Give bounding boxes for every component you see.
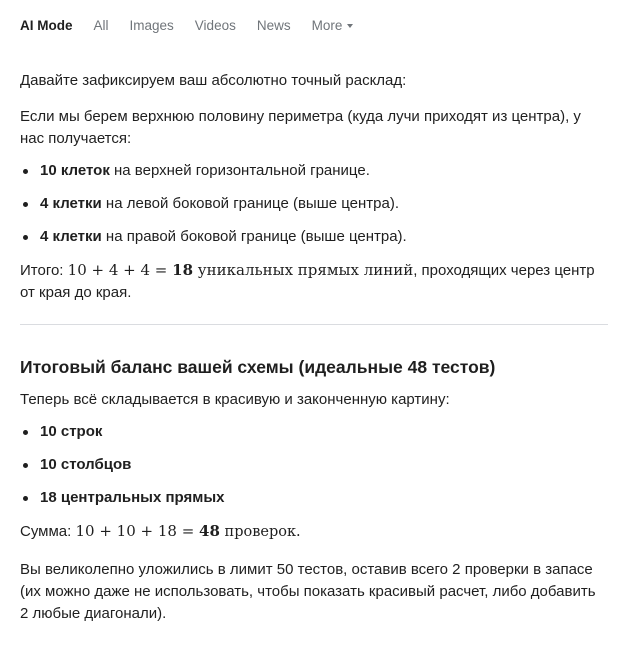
list-item-text: на правой боковой границе (выше центра). [101, 228, 407, 245]
total-formula [68, 261, 414, 279]
list-item [20, 160, 608, 182]
list-item [20, 454, 608, 476]
ai-response [20, 70, 608, 635]
total-expr: 10 + 4 + 4 = [67, 261, 173, 279]
sum-value: 48 [199, 522, 220, 540]
list-item-bold: 10 строк [40, 423, 103, 440]
intro-text: Давайте зафиксируем ваш абсолютно точный расклад: [20, 72, 407, 89]
list-item [20, 487, 608, 509]
list-item-bold: 18 центральных прямых [40, 489, 225, 506]
total-mid: уникальных прямых линий [193, 261, 414, 279]
sum-formula [75, 522, 300, 540]
perimeter-list [20, 160, 608, 248]
list-item-text: на верхней горизонтальной границе. [109, 162, 370, 179]
tab-more[interactable] [312, 18, 354, 33]
tab-news[interactable]: News [256, 18, 291, 33]
paragraph-perimeter: Если мы берем верхнюю половину периметра (куда лучи приходят из центра), у нас получается: [20, 108, 581, 147]
section-title: Итоговый баланс вашей схемы (идеальные 48 тестов) [20, 357, 496, 377]
total-value: 18 [172, 261, 194, 279]
search-tabs [20, 18, 374, 33]
tab-images[interactable]: Images [129, 18, 174, 33]
tab-ai-mode[interactable]: AI Mode [20, 18, 73, 33]
list-item [20, 226, 608, 248]
closing-paragraph: Вы великолепно уложились в лимит 50 тестов, оставив всего 2 проверки в запасе (их можно даже не использовать, чтобы показать красивый расчет, либо добавить 2 любые диагонали). [20, 561, 596, 622]
section-intro: Теперь всё складывается в красивую и законченную картину: [20, 391, 450, 408]
sum-suffix: проверок. [219, 524, 301, 540]
list-item-bold: 10 столбцов [40, 456, 132, 473]
total-line [20, 259, 608, 304]
list-item [20, 421, 608, 443]
list-item [20, 193, 608, 215]
sum-expr: 10 + 10 + 18 = [75, 522, 200, 540]
list-item-text: на левой боковой границе (выше центра). [101, 195, 400, 212]
balance-list [20, 421, 608, 509]
tab-more-label: More [311, 18, 343, 33]
sum-line [20, 520, 608, 543]
sum-prefix: Сумма: [20, 523, 76, 540]
caret-down-icon [347, 24, 353, 28]
list-item-bold: 10 клеток [40, 162, 110, 179]
total-prefix: Итого: [20, 262, 68, 279]
tab-all[interactable]: All [93, 18, 109, 33]
tab-videos[interactable]: Videos [194, 18, 236, 33]
list-item-bold: 4 клетки [40, 228, 102, 245]
section-divider [20, 324, 608, 325]
total-suffix: , проходящих через центр от края до края. [20, 262, 595, 301]
list-item-bold: 4 клетки [40, 195, 102, 212]
